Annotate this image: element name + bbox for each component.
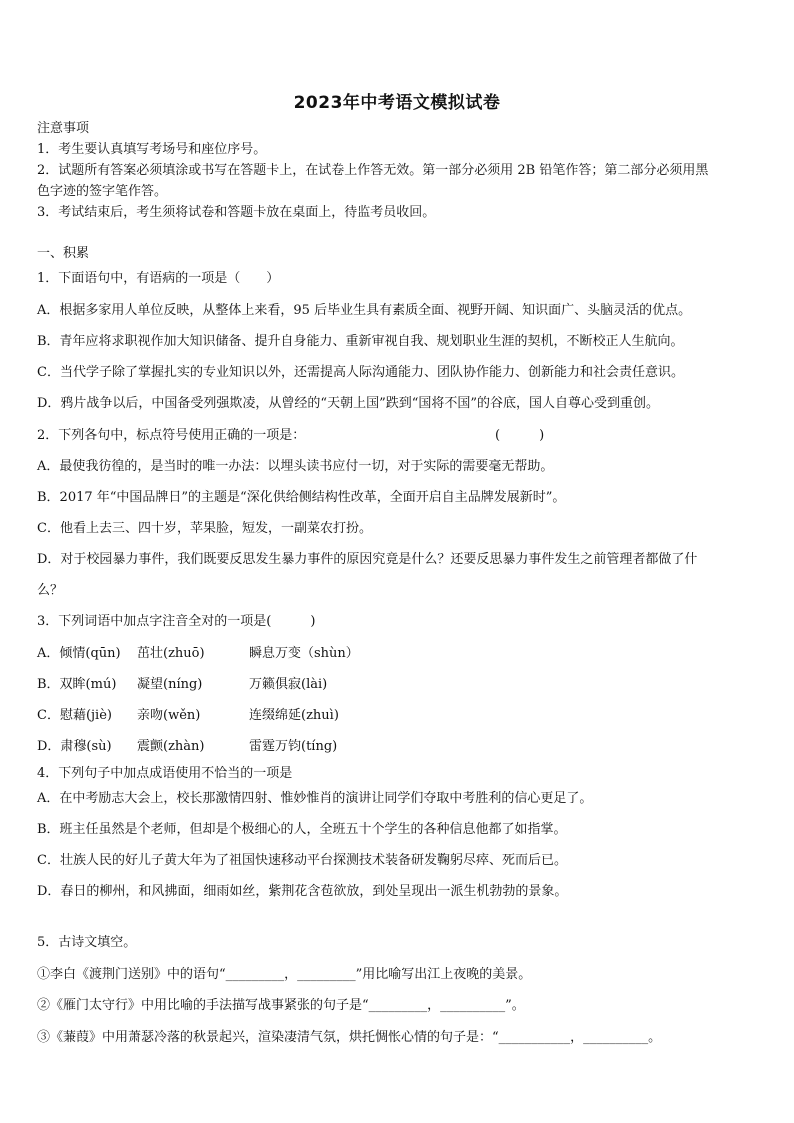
q3-option-a-word-1: A．倾情(qūn) [37, 646, 121, 661]
q3-option-b-word-2: 凝望(níng) [137, 677, 203, 692]
q3-option-a [37, 646, 359, 662]
q4-option-d: D．春日的柳州，和风拂面，细雨如丝，紫荆花含苞欲放，到处呈现出一派生机勃勃的景象。 [37, 884, 568, 899]
q3-option-c-word-3: 连缀绵延(zhuì) [249, 708, 339, 723]
q4-option-a: A．在中考励志大会上，校长那激情四射、惟妙惟肖的演讲让同学们夺取中考胜利的信心更足了。 [37, 791, 593, 806]
q3-option-a-word-2: 茁壮(zhuō) [137, 646, 205, 661]
q2-option-a: A．最使我彷徨的，是当时的唯一办法：以埋头读书应付一切，对于实际的需要毫无帮助。 [37, 459, 554, 474]
q3-option-b-word-3: 万籁俱寂(lài) [249, 677, 328, 692]
q2-option-b: B．2017 年“中国品牌日”的主题是“深化供给侧结构性改革，全面开启自主品牌发展新时”。 [37, 490, 566, 505]
q2-answer-bracket: ( ) [495, 428, 545, 443]
q2-stem [37, 428, 545, 444]
q2-option-d-cont: 么？ [37, 583, 64, 598]
q3-option-b [37, 677, 327, 693]
exam-title: 2023年中考语文模拟试卷 [293, 93, 501, 113]
q2-option-c: C．他看上去三、四十岁，苹果脸，短发，一副菜农打扮。 [37, 521, 372, 536]
notice-item-3: 3．考试结束后，考生须将试卷和答题卡放在桌面上，待监考员收回。 [37, 205, 436, 220]
q5-item-1: ①李白《渡荆门送别》中的语句“_________，_________”用比喻写出江上夜晚的美景。 [37, 967, 532, 982]
q4-stem: 4．下列句子中加点成语使用不恰当的一项是 [37, 766, 293, 781]
q5-item-3: ③《蒹葭》中用萧瑟冷落的秋景起兴，渲染凄清气氛，烘托惆怅心情的句子是：“___________，__________。 [37, 1030, 662, 1045]
q3-option-c-word-1: C．慰藉(jiè) [37, 708, 112, 723]
q3-option-d [37, 739, 337, 755]
q3-option-c [37, 708, 339, 724]
q3-option-c-word-2: 亲吻(wěn) [137, 708, 201, 723]
q2-option-d: D．对于校园暴力事件，我们既要反思发生暴力事件的原因究竟是什么？还要反思暴力事件发生之前管理者都做了什 [37, 552, 698, 567]
q3-option-a-word-3: 瞬息万变（shùn） [249, 646, 359, 661]
q1-stem: 1．下面语句中，有语病的一项是（ ） [37, 271, 280, 286]
q3-option-b-word-1: B．双眸(mú) [37, 677, 117, 692]
notice-item-2-cont: 色字迹的签字笔作答。 [37, 184, 168, 199]
notice-item-2: 2．试题所有答案必须填涂或书写在答题卡上，在试卷上作答无效。第一部分必须用 2B 铅笔作答；第二部分必须用黑 [37, 163, 709, 178]
q3-option-d-word-3: 雷霆万钧(tíng) [249, 739, 338, 754]
section-heading: 一、积累 [37, 246, 90, 261]
q4-option-b: B．班主任虽然是个老师，但却是个极细心的人，全班五十个学生的各种信息他都了如指掌。 [37, 822, 567, 837]
notice-item-1: 1．考生要认真填写考场号和座位序号。 [37, 142, 267, 157]
q5-stem: 5．古诗文填空。 [37, 935, 137, 950]
q1-option-a: A．根据多家用人单位反映，从整体上来看，95 后毕业生具有素质全面、视野开阔、知识面广、头脑灵活的优点。 [37, 303, 692, 318]
q2-stem-text: 2．下列各句中，标点符号使用正确的一项是： [37, 428, 306, 443]
q1-option-c: C．当代学子除了掌握扎实的专业知识以外，还需提高人际沟通能力、团队协作能力、创新能力和社会责任意识。 [37, 365, 684, 380]
q5-item-2: ②《雁门太守行》中用比喻的手法描写战事紧张的句子是“_________，__________”。 [37, 998, 525, 1013]
q1-option-b: B．青年应将求职视作加大知识储备、提升自身能力、重新审视自我、规划职业生涯的契机，不断校正人生航向。 [37, 334, 684, 349]
notice-heading: 注意事项 [37, 121, 90, 136]
q1-option-d: D．鸦片战争以后，中国备受列强欺凌，从曾经的“天朝上国”跌到“国将不国”的谷底，国人自尊心受到重创。 [37, 396, 660, 411]
q3-option-d-word-1: D．肃穆(sù) [37, 739, 112, 754]
q3-option-d-word-2: 震颤(zhàn) [137, 739, 205, 754]
q3-stem: 3．下列词语中加点字注音全对的一项是( ) [37, 614, 316, 629]
q4-option-c: C．壮族人民的好儿子黄大年为了祖国快速移动平台探测技术装备研发鞠躬尽瘁、死而后已。 [37, 853, 567, 868]
